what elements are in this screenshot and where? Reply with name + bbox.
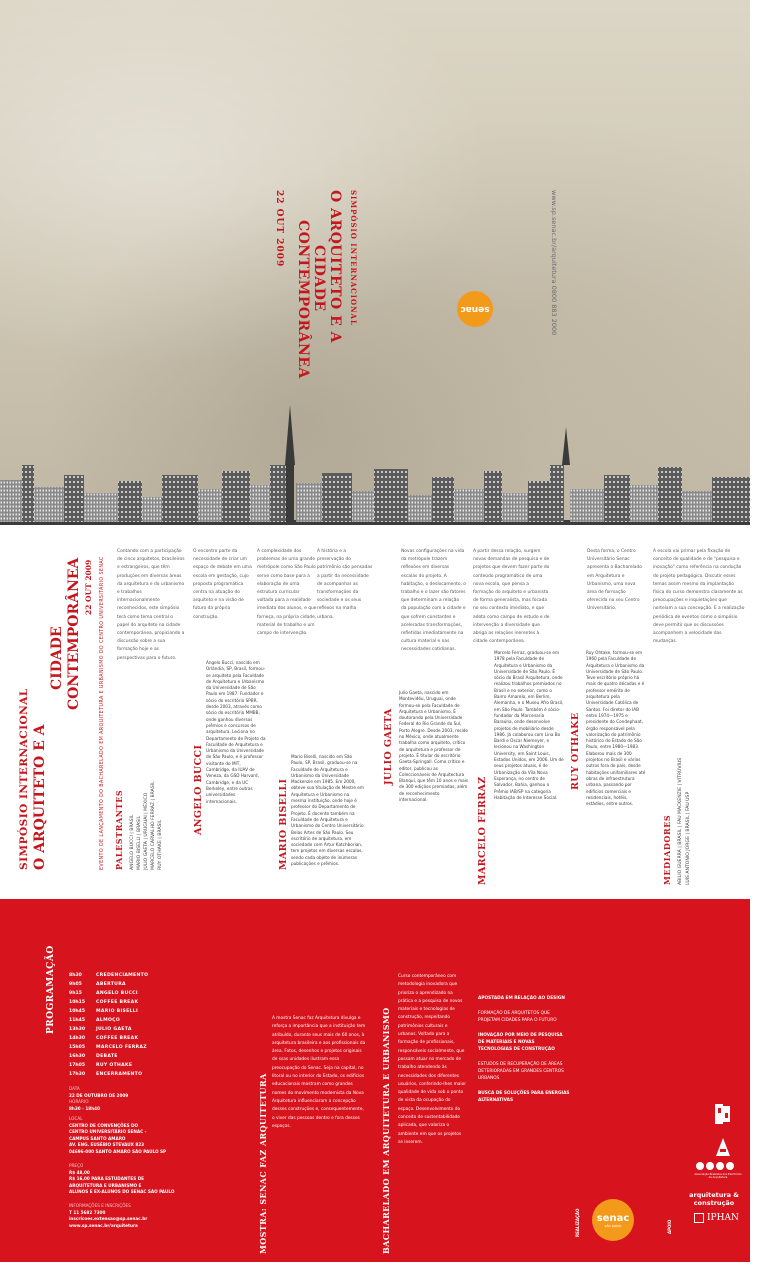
title-line-1: SIMPÓSIO INTERNACIONAL (18, 688, 30, 870)
topic-item: BUSCA DE SOLUÇÕES PARA ENERGIAS ALTERNATIVAS (478, 1091, 570, 1103)
asbea-caption: Associação Brasileira dos Escritórios de Arquitetura (694, 1173, 742, 1179)
mostra-text: A mostra Senac faz Arquitetura divulga e reforça a importância que a instituição tem atribuído, durante seus mais de 60 anos, à arquitetura brasileira e aos profissionais da área. Fotos, desenhos e projetos originais de ssas unidades ilustram essa preocupação do Senac. Seja na capital, no litoral ou no interior do Estado, os edifícios educacionais mostram como grandes nomes do movimento modernista da Nova Arquitetura influenciaram a concepção desses construções e, consequentemente, o viver das pessoas dentro e fora desses espaços. (272, 1016, 366, 1129)
program-row: 11h45 ALMOÇO (69, 1018, 121, 1023)
bacharelado-heading: BACHARELADO EM ARQUITETURA E URBANISMO (381, 1007, 391, 1254)
intro-col-3: A complexidade dos problemas de uma grande metrópole como São Paulo serve como base para a elaboração de uma estrutura curricular voltada para a realidade imediata dos alunos, e que forneça, na própria cidade, material de trabalho e um campo de intervenção. (257, 549, 317, 637)
program-contact: INFORMAÇÕES E INSCRIÇÕES T 11 5682 7300 inscricoes.extensao@sp.senac.br www.sp.senac.br/arquitetura (69, 1203, 148, 1228)
program-row: 10h15 COFFEE BREAK (69, 1000, 139, 1005)
title-line-4: CONTEMPORÂNEA (66, 557, 82, 710)
intro-col-7: Desta forma, o Centro Universitário Senac apresenta o Bacharelado em Arquitetura e Urbanismo, uma nova área de formação oferecida no seu Centro Universitário. (587, 549, 642, 612)
title-date: 22 OUT 2009 (84, 559, 93, 615)
cover-web: www.sp.senac.br/arquitetura 0800 883 2000 (550, 190, 558, 336)
palestrante-item: ANGELO BUCCI | BRASIL (130, 814, 135, 870)
program-row: 16h30 DEBATE (69, 1054, 118, 1059)
speaker-name: RUY OTHAKE (570, 712, 581, 790)
iphan-icon (694, 1213, 704, 1223)
intro-col-6: A partir dessa relação, surgem novas demandas de pesquisa e de projetos que devem fazer parte do conteúdo programático de uma nova escola, que pensa a formação do arquiteto e urbanista de forma generalista, mas focada no seu contexto imediato, e que adota como campo de estudo e de intervenção a diversidade que abriga as relações inerentes à cidade contemporânea. (473, 549, 550, 645)
title-line-2: O ARQUITETO E A (32, 724, 48, 870)
speaker-bio: Angelo Bucci, nascido em Orlândia, SP, Brasil, formou-se arquiteto pela Faculdade de Arquitetura e Urbanismo da Universidade de São Paulo em 1987. Fundador e sócio do escritório SPBR, desde 2003, através como sócio do escritório MMBB, onde ganhou diversos prêmios e concursos de arquitetura. Leciona no Departamento de Projeto da Faculdade de Arquitetura e Urbanismo da Universidade de São Paulo, e é professor visitante do MIT, Cambridge, da IUAV de Veneza, da GSD Harvard, Cambridge, e da UC Berkeley, entre outras universidades internacionais. (206, 660, 266, 804)
senac-logo: senac são paulo (592, 1199, 634, 1241)
program-row: 17h30 ENCERRAMENTO (69, 1072, 143, 1077)
bacharelado-topics (478, 995, 570, 1104)
title-line-3: CIDADE (49, 626, 65, 690)
city-skyline-image (0, 405, 750, 525)
program-row: 17h05 RUY OTHAKE (69, 1063, 133, 1068)
program-location: LOCAL CENTRO DE CONVENÇÕES DO CENTRO UNIVERSITÁRIO SENAC - CAMPUS SANTO AMARO AV. ENG. EUSÉBIO STEVAUX 823 04696-000 SANTO AMARO SÃO PAULO SP (69, 1116, 167, 1154)
speaker-name: MARIO BISELLI (278, 778, 289, 870)
program-price: PREÇO R$ 48,00 R$ 16,00 PARA ESTUDANTES DE ARQUITETURA E URBANISMO E ALUNOS E EX-ALUNOS DO SENAC SÃO PAULO (69, 1163, 175, 1194)
apoio-label: APOIO (667, 1219, 672, 1234)
speaker-bio: Julio Gaeta, nascido em Montevidéu, Uruguai, onde formou-se pela Faculdade de Arquitetura e Urbanismo. É doutorando pela Universidade Federal do Rio Grande do Sul, Porto Alegre. Desde 2003, reside no México, onde atualmente trabalha como arquiteto, crítico de arquitetura e professor de projeto. É titular do escritório Gaeta-Springall. Como crítico e editor, publicou as Coleccionáveis de Arquitectura Blanqui, que têm 10 anos e mais de 300 edições premiadas, além de reconhecimento internacional. (399, 690, 469, 803)
topic-item: FORMAÇÃO DE ARQUITETOS QUE PROJETAM CIDADES PARA O FUTURO (478, 1011, 557, 1023)
mediador-item: LUIS ANTONIO JORGE | BRASIL | FAU USP (686, 791, 691, 885)
speaker-name: MARCELO FERRAZ (477, 776, 488, 885)
rg-logo-icon (714, 1103, 732, 1125)
palestrante-item: MARCELO CARVALHO FERRAZ | BRASIL (151, 781, 156, 870)
program-row: 9h05 ABERTURA (69, 982, 126, 987)
a-logo-icon (714, 1136, 732, 1158)
intro-col-1: Contando com a participação de cinco arquitetos, brasileiros e estrangeiros, que têm produções em diversas áreas da arquitetura e do urbanismo e trabalhos internacionalmente reconhecidos, este simpósio terá como tema central o papel do arquiteto na cidade contemporânea, propiciando a discussão sobre a sua formação hoje e as perspectivas para o futuro. (117, 549, 185, 661)
cover-title (253, 190, 363, 390)
program-row: 8h30 CREDENCIAMENTO (69, 973, 149, 978)
speaker-name: ANGELO BUCCI (193, 744, 204, 835)
palestrantes-heading: PALESTRANTES (114, 789, 124, 870)
program-heading: PROGRAMAÇÃO (46, 945, 56, 1034)
cover-line-4: CONTEMPORÂNEA (295, 220, 311, 379)
program-date: DATA 22 DE OUTUBRO DE 2009 HORÁRIO 8h30 - 18h40 (69, 1086, 129, 1111)
topic-item: ESTUDOS DE RECUPERAÇÃO DE ÁREAS DETERIORADAS EM GRANDES CENTROS URBANOS (478, 1062, 564, 1081)
program-row: 13h30 JULIO GAETA (69, 1027, 132, 1032)
speaker-bio: Marcelo Ferraz, graduou-se em 1978 pela Faculdade de Arquitetura e Urbanismo da Universidade de São Paulo. É sócio do Brasil Arquitetura, onde realizou trabalhos premiados no Brasil e no exterior, como o Bairro Amarelo, em Berlim, Alemanha, e o Museu Afro Brasil, em São Paulo. Também é sócio-fundador da Marcenaria Baraúna, onde desenvolve projetos de mobiliário desde 1986. Já colaborou com Lina Bo Bardi e Oscar Niemeyer, e lecionou na Washington University, em Saint Louis, Estados Unidos, em 2006. Um de seus projetos atuais, é de Urbanização da Vila Nova Esperança, no centro de Salvador, Bahia, ganhou o Prêmio IAB/SP na categoria Habitação de Interesse Social. (494, 650, 564, 800)
cover-line-3: CIDADE (311, 245, 327, 312)
arquitetura-construcao-logo: arquitetura & construção (689, 1191, 739, 1207)
topic-item: INOVAÇÃO POR MEIO DE PESQUISA DE MATERIAIS E NOVAS TECNOLOGIAS DE CONSTRUÇÃO (478, 1033, 563, 1052)
intro-col-8: A escola vai primar pela fixação de conceito de qualidade e de "pesquisa e inovação" como referência na condução do projeto pedagógico. Discutir esses temas assim mesmo da implantação física do curso demonstra claramente as preocupações e inquietações que norteiam a sua concepção. E a realização periódica de eventos como o simpósio deve permitir que os discussões acompanhem a velocidade das mudanças. (653, 549, 745, 645)
event-subtitle: EVENTO DE LANÇAMENTO DO BACHARELADO EM ARQUITETURA E URBANISMO DO CENTRO UNIVERSITÁRIO SENAC (100, 556, 105, 870)
program-row: 15h05 MARCELO FERRAZ (69, 1045, 147, 1050)
cover-line-1: SIMPÓSIO INTERNACIONAL (349, 190, 358, 326)
cover-line-2: O ARQUITETO E A (327, 190, 343, 344)
senac-logo: senac (457, 291, 493, 327)
palestrante-item: RUY OTHAKE | BRASIL (158, 819, 163, 870)
bacharelado-text: Curso contemporâneo com metodologia inovadora que prioriza o aprendizado na prática e a pesquisa de novos materiais e tecnologias de construção, respeitando patrimônios culturais e urbanos. Voltado para a formação de profissionais, responsáveis socialmente, que possam atuar no mercado de trabalho atendendo às necessidades dos diferentes usuários, conferindo-lhes maior qualidade de vida sob o ponto de vista da ocupação do espaço. Desenvolvimento do conceito de sustentabilidade aplicada, que valoriza o ambiente em que os projetos se inserem. (398, 974, 466, 1145)
intro-col-4: A história e a preservação do patrimônio são pensadas a partir da necessidade de acompanhar as transformações da sociedade e os seus reflexos na malha urbana. (317, 549, 373, 620)
right-margin (750, 0, 765, 1277)
speaker-bio: Mario Biselli, nascido em São Paulo, SP, Brasil, graduou-se na Faculdade de Arquitetura e Urbanismo da Universidade Mackenzie em 1985. Em 2000, obteve sua titulação de Mestre em Arquitetura e Urbanismo na mesma instituição, onde hoje é professor do Departamento de Projeto. É docente também na Faculdade de Arquitetura e Urbanismo do Centro Universitário Belas Artes de São Paulo. Seu escritório de arquitetura, em sociedade com Artur Katchborian, tem projetos em diversas escalas, sendo cada objeto de inúmeras publicações e prêmios. (291, 754, 364, 867)
mostra-heading: MOSTRA: SENAC FAZ ARQUITETURA (258, 1073, 268, 1254)
program-row: 14h30 COFFEE BREAK (69, 1036, 139, 1041)
iphan-logo: IPHAN (694, 1213, 739, 1223)
program-row: 10h45 MARIO BISELLI (69, 1009, 138, 1014)
intro-col-2: O encontro parte da necessidade de criar um espaço de debate em uma escola em gestação, cujo proposta programática centra na atuação do arquiteto e na visão de futuro da própria construção. (193, 549, 252, 620)
topic-item: APOSTADA EM RELAÇÃO AO DESIGN (478, 996, 565, 1001)
cover-date: 22 OUT 2009 (274, 190, 284, 268)
speaker-bio: Ruy Ohtake, formou-se em 1960 pela Faculdade de Arquitetura e Urbanismo da Universidade de São Paulo. Teve escritório próprio há mais de quatro décadas e é professor emérito de arquitetura pela Universidade Católica de Santos. Foi diretor do IAB entre 1974—1975 e presidente do Condephaat, órgão responsável pela valorização do patrimônio histórico do Estado de São Paulo, entre 1980—1983. Elaborou mais de 300 projetos no Brasil e vários outros fora do país, desde habitações unifamiliares até obras de infraestrutura urbana, passando por edifícios comerciais e residenciais, hotéis, estádios, entre outros. (586, 650, 646, 807)
palestrante-item: MARIO BISELLI | BRASIL (137, 815, 142, 870)
palestrante-item: JULIO GAETA | URUGUAI | MÉXICO (144, 792, 149, 870)
mediadores-heading: MEDIADORES (662, 814, 672, 885)
info-panel (0, 525, 750, 899)
program-row: 9h15 ANGELO BUCCI (69, 991, 138, 996)
speaker-name: JULIO GAETA (383, 708, 394, 785)
intro-col-5: Novas configurações na vida da metrópole trazem reflexões em diversas escalas do projeto. A habitação, o deslocamento, o trabalho e o lazer são fatores que determinam a relação da população com a cidade e que sofrem constantes e aceleradas transformações, refletidas imediatamente na cultura material e nas necessidades cotidianas. (401, 549, 466, 653)
realizacao-label: REALIZAÇÃO (575, 1208, 580, 1237)
bottom-margin (0, 1262, 750, 1277)
program-panel (0, 899, 750, 1262)
cover-panel (0, 0, 750, 525)
mediador-item: ABILIO GUERRA | BRASIL | FAU MACKENZIE | VITRUVIUS (678, 757, 683, 885)
